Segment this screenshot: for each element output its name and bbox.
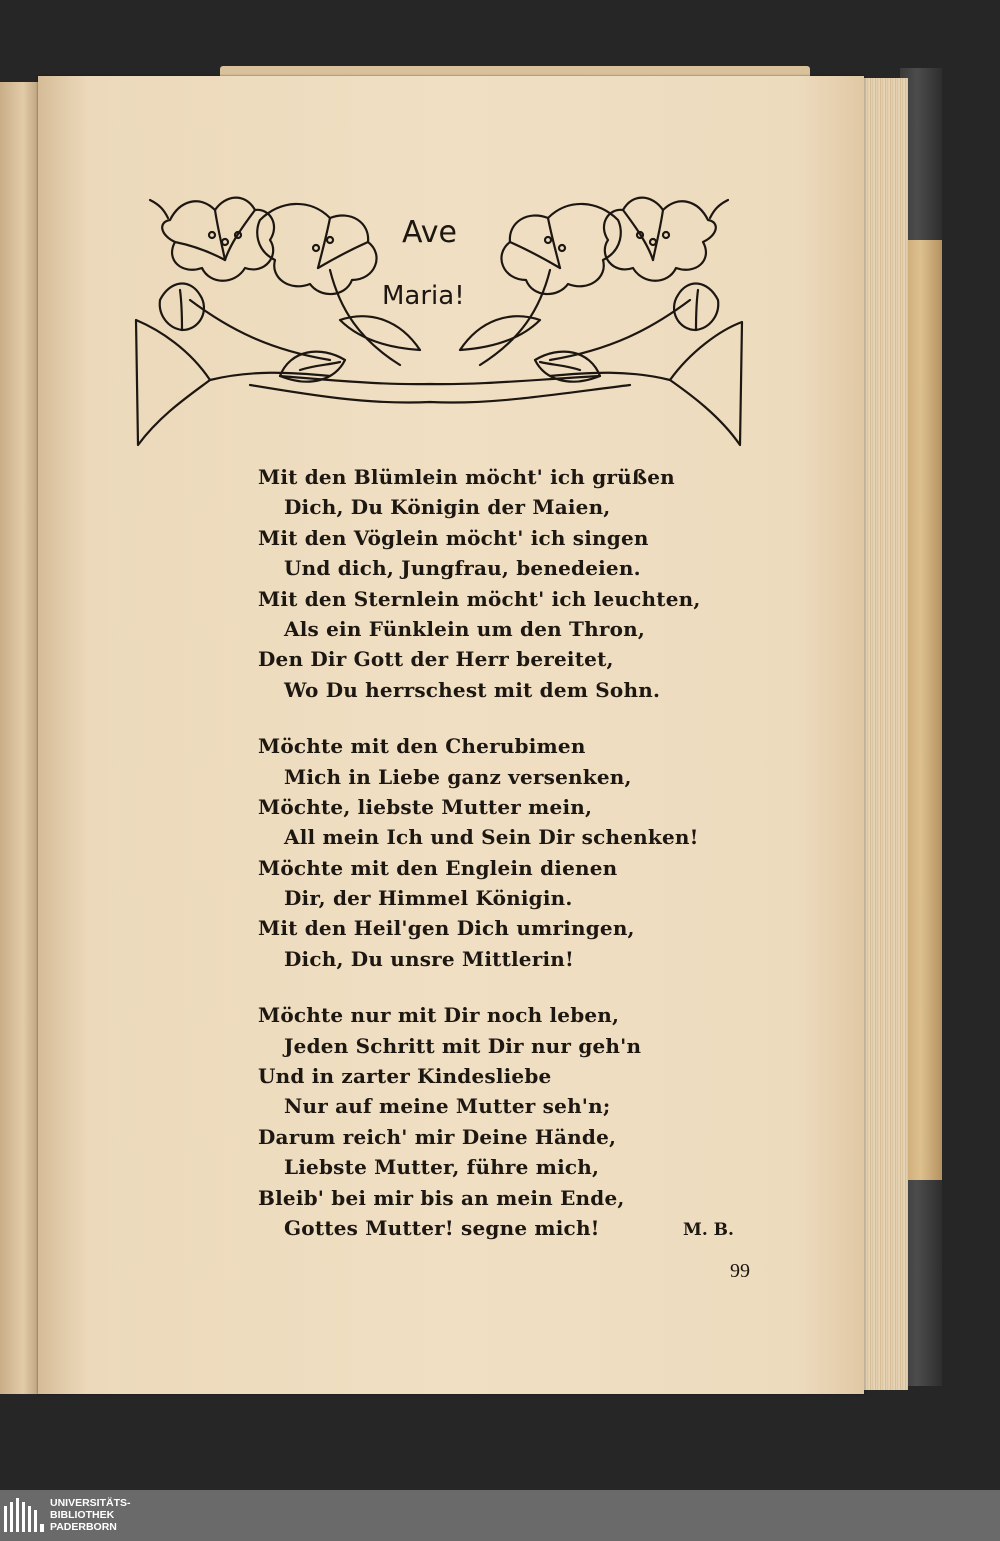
poem-line: Liebste Mutter, führe mich,	[284, 1155, 600, 1180]
library-logo-icon	[4, 1498, 44, 1532]
author-initials: M. B.	[683, 1220, 734, 1240]
library-name-line3: PADERBORN	[50, 1521, 117, 1533]
stanza-1	[258, 462, 818, 705]
poem-line: Bleib' bei mir bis an mein Ende,	[258, 1185, 625, 1210]
poem-line: Jeden Schritt mit Dir nur geh'n	[284, 1033, 642, 1058]
poem-line: Dir, der Himmel Königin.	[284, 886, 573, 911]
stanza-3	[258, 1000, 818, 1243]
poem-line: Dich, Du unsre Mittlerin!	[284, 946, 574, 971]
poem-line: Mit den Heil'gen Dich umringen,	[258, 916, 635, 941]
poem-line: Mit den Vöglein möcht' ich singen	[258, 525, 649, 550]
poem-line: Wo Du herrschest mit dem Sohn.	[284, 677, 661, 702]
poem-line: Nur auf meine Mutter seh'n;	[284, 1094, 611, 1119]
library-name-line2: BIBLIOTHEK	[50, 1509, 115, 1521]
poem-line: Und in zarter Kindesliebe	[258, 1064, 552, 1089]
poem-line: Gottes Mutter! segne mich!	[284, 1215, 600, 1240]
poem-line: Als ein Fünklein um den Thron,	[284, 616, 646, 641]
stanza-2	[258, 731, 818, 974]
library-footer	[0, 1490, 1000, 1541]
poem-line: Möchte mit den Englein dienen	[258, 855, 618, 880]
poem-line: Mit den Blümlein möcht' ich grüßen	[258, 465, 675, 489]
poem-line: Darum reich' mir Deine Hände,	[258, 1124, 617, 1149]
poem-line: Möchte nur mit Dir noch leben,	[258, 1003, 620, 1028]
poem-line: Möchte, liebste Mutter mein,	[258, 794, 593, 819]
library-name	[50, 1497, 131, 1533]
poem-line: Mit den Sternlein möcht' ich leuchten,	[258, 586, 701, 611]
library-name-line1: UNIVERSITÄTS-	[50, 1497, 131, 1509]
page-number: 99	[730, 1260, 750, 1282]
ornament-title-ave: Ave	[402, 215, 457, 250]
left-page-edge	[0, 82, 43, 1394]
ornament-title-maria: Maria!	[382, 281, 465, 311]
poem-line: Und dich, Jungfrau, benedeien.	[284, 556, 641, 581]
poem-text	[258, 462, 818, 1269]
poem-line: Dich, Du Königin der Maien,	[284, 495, 611, 520]
lily-ornament-illustration	[130, 180, 748, 450]
poem-line: Möchte mit den Cherubimen	[258, 734, 586, 759]
poem-line: Den Dir Gott der Herr bereitet,	[258, 647, 614, 672]
poem-line: All mein Ich und Sein Dir schenken!	[284, 825, 699, 850]
poem-line: Mich in Liebe ganz versenken,	[284, 764, 632, 789]
